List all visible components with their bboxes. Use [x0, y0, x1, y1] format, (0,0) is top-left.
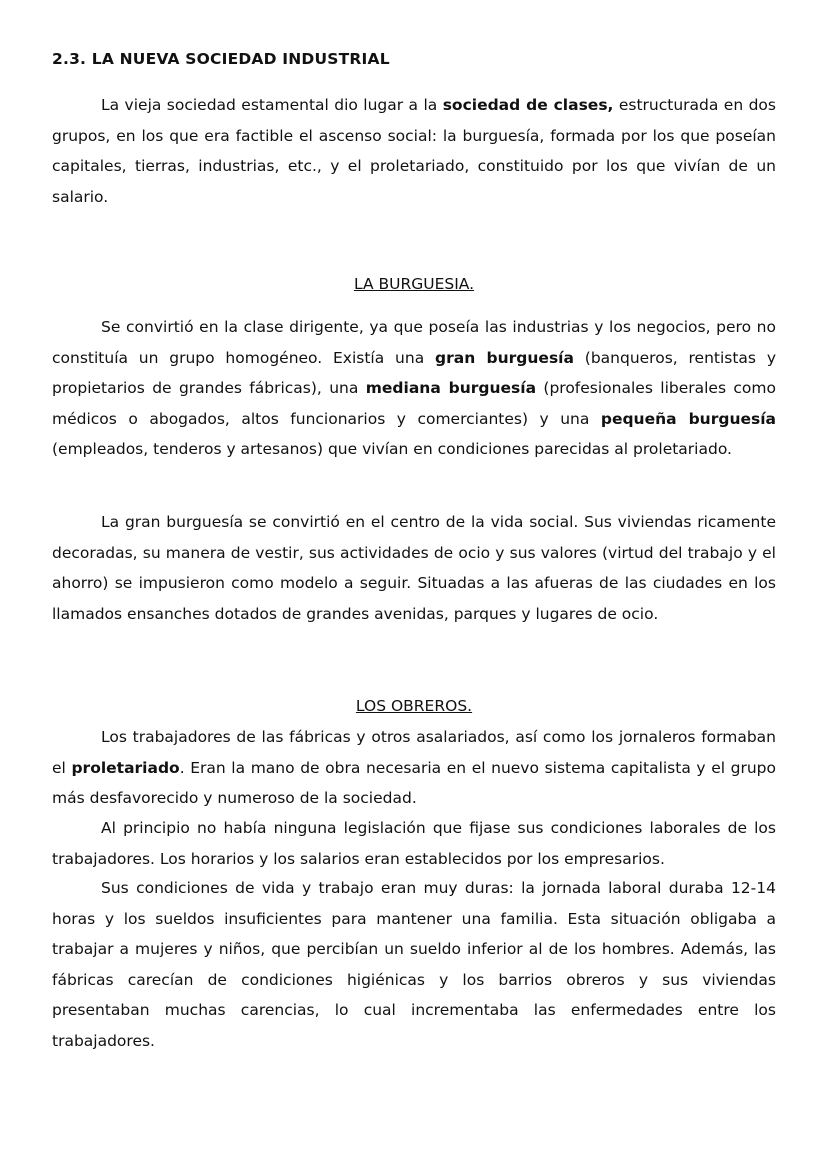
obreros-paragraph-1: [52, 722, 776, 814]
burguesia-p1-text-3: (profesionales liberales como médicos o abogados, altos funcionarios y comerciantes) y una: [52, 379, 776, 428]
bold-mediana-burguesia: mediana burguesía: [365, 379, 537, 398]
obreros-paragraph-2: Al principio no había ninguna legislación que fijase sus condiciones laborales de los trabajadores. Los horarios y los salarios eran establecidos por los empresarios.: [52, 819, 776, 868]
intro-text-1: La vieja sociedad estamental dio lugar a la: [101, 96, 443, 114]
intro-bold-sociedad-de-clases: sociedad de clases,: [442, 96, 614, 114]
intro-text-2: estructurada en dos grupos, en los que era factible el ascenso social: la burguesía, formada por los que poseían capitales, tierras, industrias, etc., y el proletariado, constituido por los que vivían de un salario.: [52, 96, 776, 206]
document-page: [52, 0, 776, 1171]
bold-gran-burguesia: gran burguesía: [435, 348, 574, 367]
burguesia-paragraph-2: La gran burguesía se convirtió en el centro de la vida social. Sus viviendas ricamente decoradas, su manera de vestir, sus actividades de ocio y sus valores (virtud del trabajo y el ahorro) se impusieron como modelo a seguir. Situadas a las afueras de las ciudades en los llamados ensanches dotados de grandes avenidas, parques y lugares de ocio.: [52, 513, 776, 623]
burguesia-p1-text-4: (empleados, tenderos y artesanos) que vivían en condiciones parecidas al proletariado.: [52, 440, 732, 459]
burguesia-paragraph-1: [52, 312, 776, 465]
burguesia-p1-text-1: Se convirtió en la clase dirigente, ya que poseía las industrias y los negocios, pero no constituía un grupo homogéneo. Existía una: [52, 318, 776, 367]
obreros-p1-text-2: . Eran la mano de obra necesaria en el nuevo sistema capitalista y el grupo más desfavorecido y numeroso de la sociedad.: [52, 758, 776, 808]
bold-pequena-burguesia: pequeña burguesía: [600, 409, 776, 428]
burguesia-p1-text-2: (banqueros, rentistas y propietarios de grandes fábricas), una: [52, 348, 776, 398]
intro-paragraph: [52, 90, 776, 212]
bold-proletariado: proletariado: [71, 758, 180, 777]
section-title: 2.3. LA NUEVA SOCIEDAD INDUSTRIAL: [52, 50, 390, 68]
heading-obreros: LOS OBREROS.: [355, 697, 473, 715]
obreros-paragraph-3: Sus condiciones de vida y trabajo eran muy duras: la jornada laboral duraba 12-14 horas y los sueldos insuficientes para mantener una familia. Esta situación obligaba a trabajar a mujeres y niños, que percibían un sueldo inferior al de los hombres. Además, las fábricas carecían de condiciones higiénicas y los barrios obreros y sus viviendas presentaban muchas carencias, lo cual incrementaba las enfermedades entre los trabajadores.: [52, 879, 776, 1050]
obreros-p1-text-1: Los trabajadores de las fábricas y otros asalariados, así como los jornaleros formaban el: [52, 728, 776, 777]
heading-burguesia: LA BURGUESIA.: [353, 275, 475, 293]
